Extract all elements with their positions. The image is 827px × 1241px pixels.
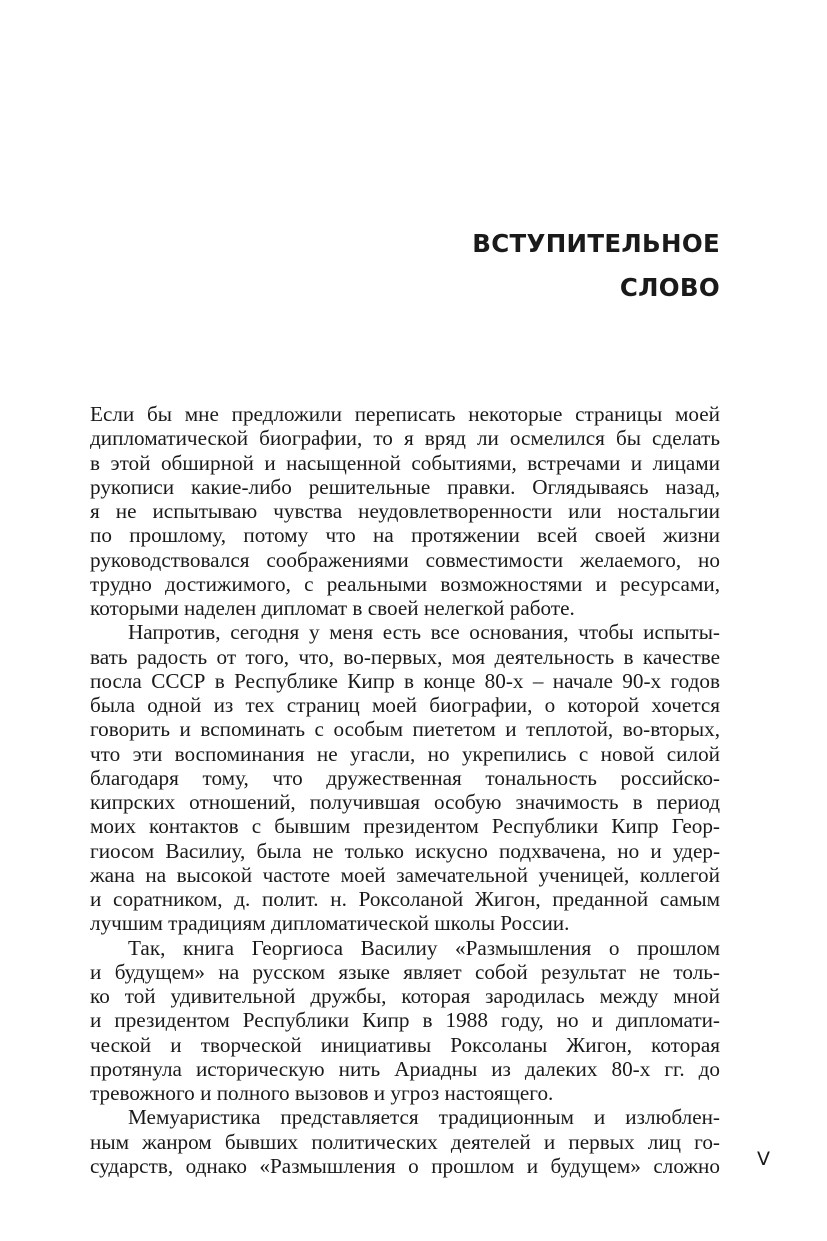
text-line: которыми наделен дипломат в своей нелегкой работе. xyxy=(90,596,575,620)
text-line: дипломатической биографии, то я вряд ли осмелился бы сделать xyxy=(90,426,720,451)
text-line: тревожного и полного вызовов и угроз настоящего. xyxy=(90,1081,554,1105)
text-line: моих контактов с бывшим президентом Республики Кипр Геор- xyxy=(90,814,720,839)
text-line: Мемуаристика представляется традиционным и излюблен- xyxy=(128,1105,720,1130)
text-line: и соратником, д. полит. н. Роксоланой Жигон, преданной самым xyxy=(90,887,720,911)
text-line: сударств, однако «Размышления о прошлом и будущем» сложно xyxy=(90,1153,720,1178)
chapter-title-line-2: СЛОВО xyxy=(619,273,720,302)
paragraph-4 xyxy=(90,1105,720,1178)
text-line: Напротив, сегодня у меня есть все основания, чтобы испыты- xyxy=(128,620,720,645)
text-line: ным жанром бывших политических деятелей и первых лиц го- xyxy=(90,1129,720,1154)
text-line: руководствовался соображениями совместимости желаемого, но xyxy=(90,547,720,572)
text-line: была одной из тех страниц моей биографии, о которой хочется xyxy=(90,693,720,717)
text-line: лучшим традициям дипломатической школы России. xyxy=(90,911,570,936)
text-line: и будущем» на русском языке являет собой результат не толь- xyxy=(90,959,720,984)
text-line: кипрских отношений, получившая особую значимость в период xyxy=(90,790,720,814)
text-line: Если бы мне предложили переписать некоторые страницы моей xyxy=(90,402,720,426)
text-line: вать радость от того, что, во-первых, моя деятельность в качестве xyxy=(90,644,720,669)
page-number: V xyxy=(757,1148,770,1170)
text-line: я не испытываю чувства неудовлетворенности или ностальгии xyxy=(90,499,720,523)
text-line: рукописи какие-либо решительные правки. Оглядываясь назад, xyxy=(90,474,720,499)
paragraph-1 xyxy=(90,402,720,620)
text-line: ческой и творческой инициативы Роксоланы Жигон, которая xyxy=(90,1032,720,1057)
text-line: что эти воспоминания не угасли, но укрепились с новой силой xyxy=(90,741,720,766)
paragraph-3 xyxy=(90,936,720,1106)
chapter-title xyxy=(90,222,720,310)
text-line: Так, книга Георгиоса Василиу «Размышления о прошлом xyxy=(128,935,720,960)
text-line: по прошлому, потому что на протяжении всей своей жизни xyxy=(90,523,720,548)
text-line: и президентом Республики Кипр в 1988 году, но и дипломати- xyxy=(90,1008,720,1033)
chapter-title-line-1: ВСТУПИТЕЛЬНОЕ xyxy=(472,229,720,258)
paragraph-2 xyxy=(90,620,720,935)
text-line: благодаря тому, что дружественная тональность российско- xyxy=(90,765,720,790)
text-line: протянула историческую нить Ариадны из далеких 80-х гг. до xyxy=(90,1056,720,1081)
text-line: в этой обширной и насыщенной событиями, встречами и лицами xyxy=(90,450,720,475)
body-text xyxy=(90,402,720,1178)
text-line: говорить и вспоминать с особым пиететом и теплотой, во-вторых, xyxy=(90,717,720,742)
text-line: ко той удивительной дружбы, которая зародилась между мной xyxy=(90,984,720,1008)
text-line: посла СССР в Республике Кипр в конце 80-х – начале 90-х годов xyxy=(90,668,720,693)
text-line: жана на высокой частоте моей замечательной ученицей, коллегой xyxy=(90,862,720,887)
text-line: трудно достижимого, с реальными возможностями и ресурсами, xyxy=(90,571,720,596)
text-line: гиосом Василиу, была не только искусно подхвачена, но и удер- xyxy=(90,838,720,863)
